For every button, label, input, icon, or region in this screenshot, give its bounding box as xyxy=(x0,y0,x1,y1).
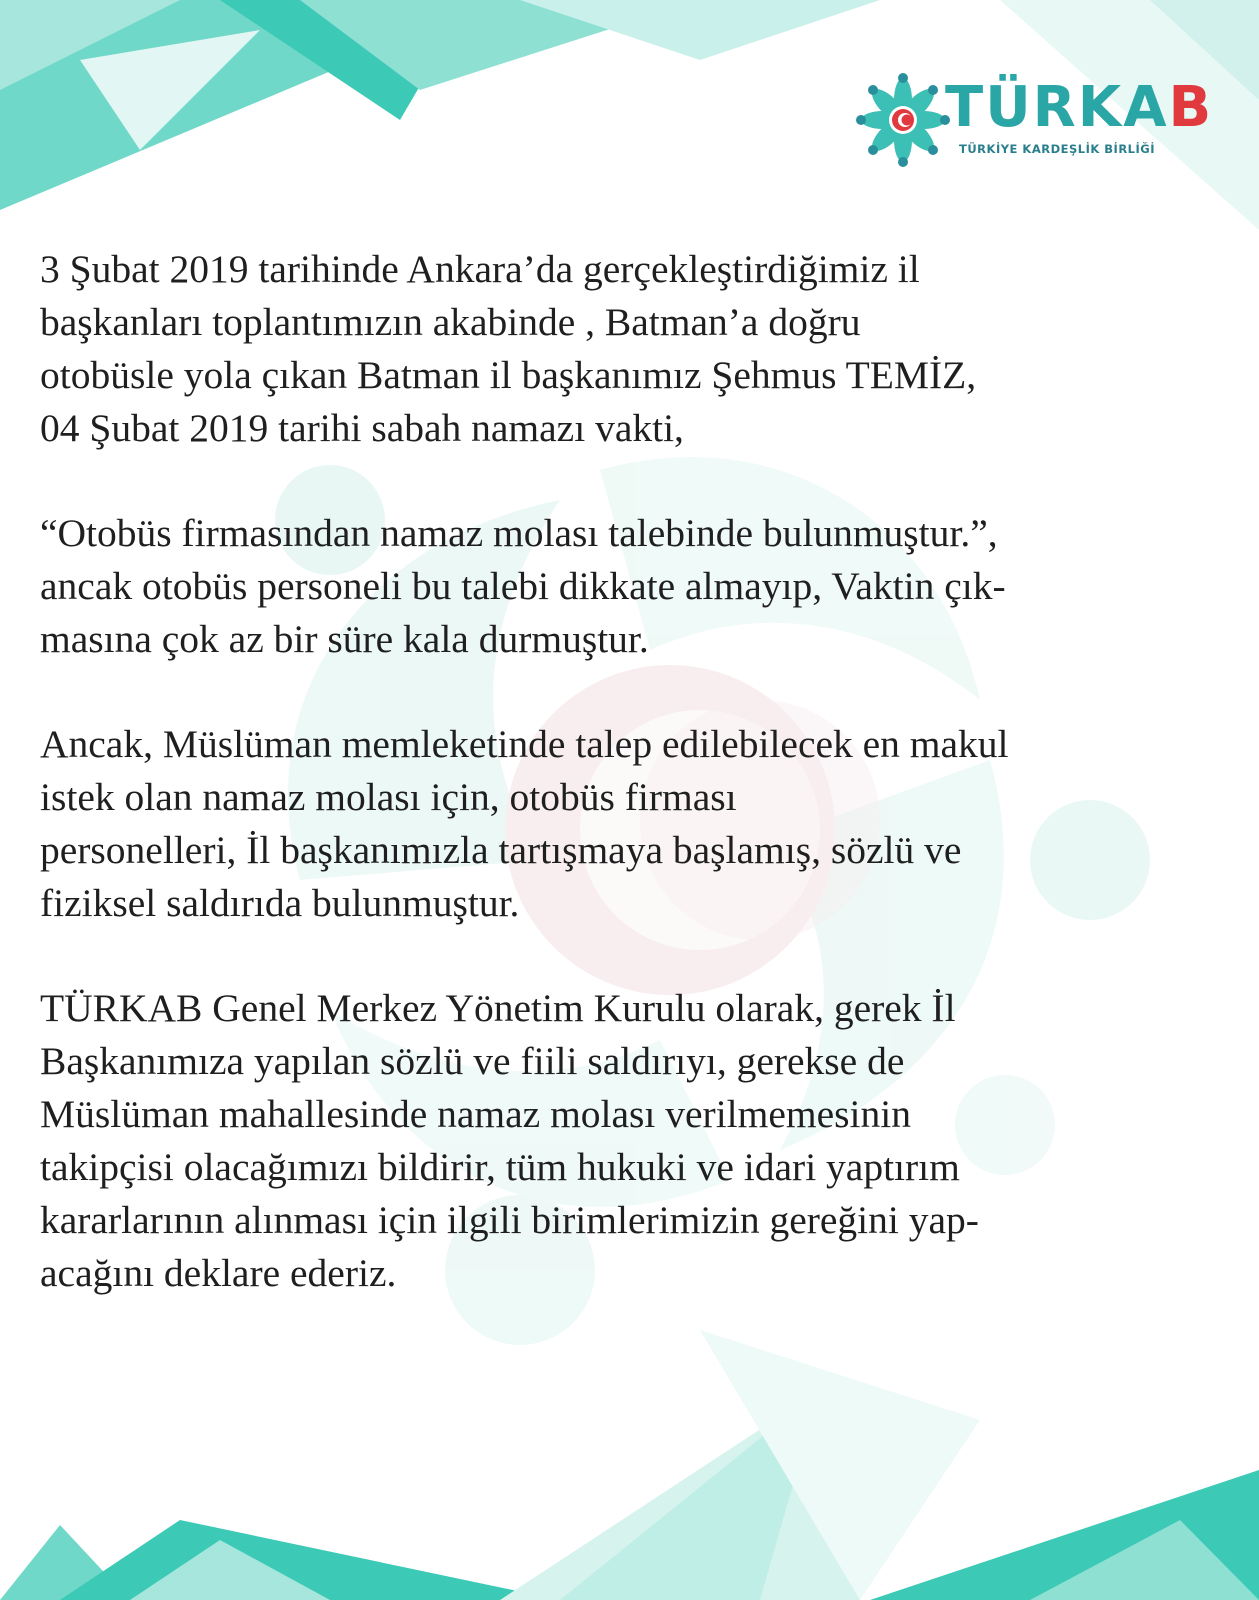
text-line: fiziksel saldırıda bulunmuştur. xyxy=(40,881,520,925)
text-line: Başkanımıza yapılan sözlü ve fiili saldırıyı, gerekse de xyxy=(40,1039,905,1083)
logo-wordmark-last: B xyxy=(1168,75,1214,140)
text-line: personelleri, İl başkanımızla tartışmaya başlamış, sözlü ve xyxy=(40,828,962,872)
statement-body xyxy=(40,243,1230,1352)
text-line: 04 Şubat 2019 tarihi sabah namazı vakti, xyxy=(40,406,684,450)
text-line: başkanları toplantımızın akabinde , Batman’a doğru xyxy=(40,300,861,344)
text-line: Müslüman mahallesinde namaz molası verilmemesinin xyxy=(40,1092,911,1136)
text-line: masına çok az bir süre kala durmuştur. xyxy=(40,617,649,661)
turkab-logo xyxy=(855,72,1225,172)
logo-tagline: TÜRKİYE KARDEŞLİK BİRLİĞİ xyxy=(959,142,1156,156)
logo-wordmark-main: TÜRKA xyxy=(945,75,1169,140)
text-line: TÜRKAB Genel Merkez Yönetim Kurulu olarak, gerek İl xyxy=(40,986,956,1030)
bottom-triangles xyxy=(0,1330,1259,1600)
text-line: 3 Şubat 2019 tarihinde Ankara’da gerçekleştirdiğimiz il xyxy=(40,247,920,291)
paragraph-2 xyxy=(40,507,1230,666)
text-line: Ancak, Müslüman memleketinde talep edilebilecek en makul xyxy=(40,722,1009,766)
turkab-flower-logo-icon xyxy=(855,72,951,168)
text-line: kararlarının alınması için ilgili birimlerimizin gereğini yap- xyxy=(40,1198,979,1242)
text-line: “Otobüs firmasından namaz molası talebinde bulunmuştur.”, xyxy=(40,511,998,555)
logo-wordmark xyxy=(945,75,1214,140)
paragraph-3 xyxy=(40,718,1230,930)
text-line: ancak otobüs personeli bu talebi dikkate almayıp, Vaktin çık- xyxy=(40,564,1006,608)
text-line: takipçisi olacağımızı bildirir, tüm hukuki ve idari yaptırım xyxy=(40,1145,960,1189)
text-line: otobüsle yola çıkan Batman il başkanımız Şehmus TEMİZ, xyxy=(40,353,977,397)
top-left-triangles xyxy=(0,0,880,210)
paragraph-4 xyxy=(40,982,1230,1300)
text-line: acağını deklare ederiz. xyxy=(40,1251,397,1295)
text-line: istek olan namaz molası için, otobüs firması xyxy=(40,775,737,819)
paragraph-1 xyxy=(40,243,1230,455)
